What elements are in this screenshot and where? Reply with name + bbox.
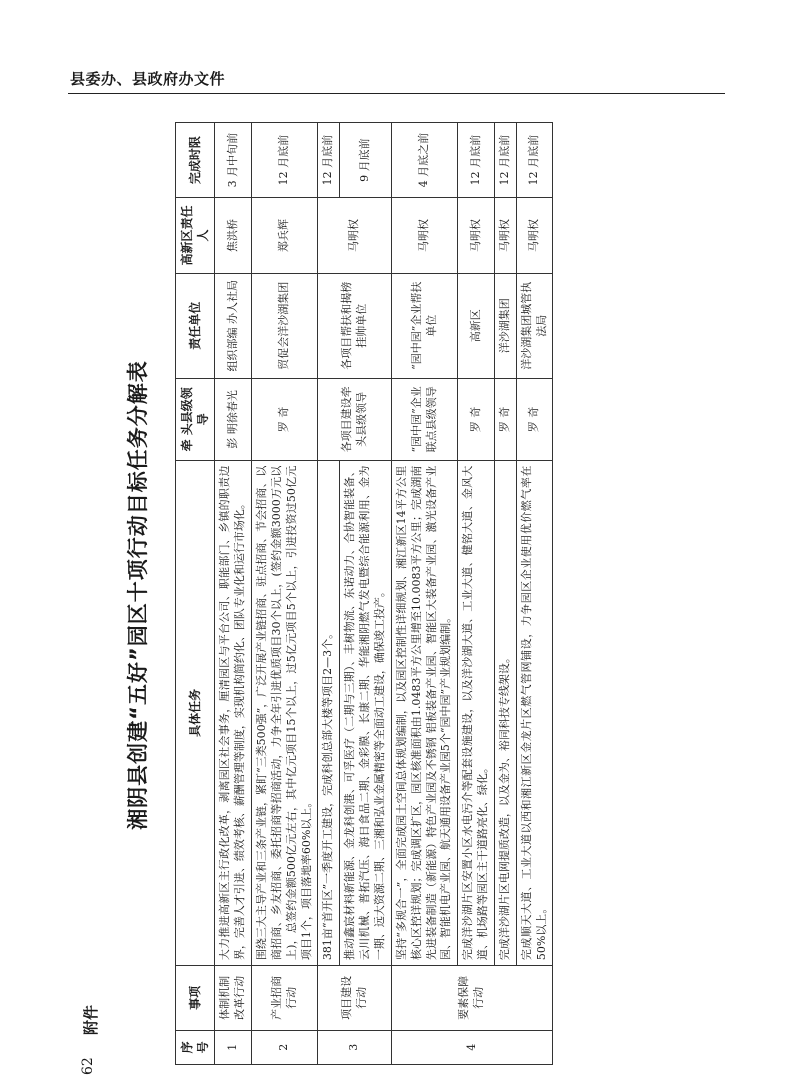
row-resp: 马明权 bbox=[458, 198, 495, 273]
row-unit: 洋沙湖集团城管执法局 bbox=[516, 273, 553, 378]
table-row bbox=[391, 123, 457, 1065]
header-title: 县委办、县政府办文件 bbox=[70, 70, 226, 88]
header-task: 具体任务 bbox=[176, 460, 215, 965]
document-title: 湘阴县创建“五好”园区十项行动目标任务分解表 bbox=[126, 360, 150, 830]
row-task: 381亩“首开区”一季度开工建设，完成科创总部大楼等项目2—3个。 bbox=[318, 460, 340, 965]
row-time: 9 月底前 bbox=[340, 123, 392, 198]
rotated-page bbox=[70, 115, 670, 1075]
row-lead: “园中园”企业联点县级领导 bbox=[391, 378, 457, 460]
table-row bbox=[516, 123, 553, 1065]
row-resp: 马明权 bbox=[391, 198, 457, 273]
table-row bbox=[318, 123, 340, 1065]
header-unit: 责任单位 bbox=[176, 273, 215, 378]
row-lead: 各项目建设牵头县级领导 bbox=[318, 378, 391, 460]
row-time: 12 月底前 bbox=[318, 123, 340, 198]
row-unit: 贸促会洋沙湖集团 bbox=[252, 273, 318, 378]
row-no: 2 bbox=[252, 1030, 318, 1064]
row-no: 1 bbox=[215, 1030, 252, 1064]
row-time: 12 月底前 bbox=[516, 123, 553, 198]
row-item: 产业招商行动 bbox=[252, 966, 318, 1031]
row-task: 推动鑫宸材料新能源、金龙科创港、可孚医疗（二期与三期）、丰树物流、东诺动力、合协智能装备、云川机械、普拓汽压、海日食品二期、金彩膜、长康二期、华能湘阴燃气发电暨综合能源利用、金为一期、远大资源二期、三湘和弘业金属精密等全面动工建设，确保竣工投产。 bbox=[340, 460, 392, 965]
row-unit: “园中园”企业帮扶单位 bbox=[391, 273, 457, 378]
row-task: 完成洋沙湖片区安置小区水电污介等配套设施建设，以及洋沙湖大道、工业大道、健铭大道、金风大道、机场路等园区主干道路亮化、绿化。 bbox=[458, 460, 495, 965]
row-resp: 马明权 bbox=[318, 198, 391, 273]
row-unit: 组织部编 办人社局 bbox=[215, 273, 252, 378]
row-lead: 罗 奇 bbox=[458, 378, 495, 460]
table-row bbox=[252, 123, 318, 1065]
table-header-row bbox=[176, 123, 215, 1065]
row-resp: 焦洪桥 bbox=[215, 198, 252, 273]
row-item: 体制机制改革行动 bbox=[215, 966, 252, 1031]
header-divider bbox=[68, 93, 725, 94]
table-row bbox=[458, 123, 495, 1065]
row-time: 12 月底前 bbox=[252, 123, 318, 198]
row-item: 项目建设行动 bbox=[318, 966, 391, 1031]
row-task: 大力推进高新区主行政化改革，剥离园区社会事务，厘清园区与平台公司、职能部门、乡镇的职责边界，完善人才引进、绩效考核、薪酬管理等制度，实现机构简约化、团队专业化和运行市场化。 bbox=[215, 460, 252, 965]
header-time: 完成时限 bbox=[176, 123, 215, 198]
row-lead: 罗 奇 bbox=[516, 378, 553, 460]
row-time: 12 月底前 bbox=[458, 123, 495, 198]
row-lead: 彭 明徐春光 bbox=[215, 378, 252, 460]
row-unit: 高新区 bbox=[458, 273, 495, 378]
row-time: 4 月底之前 bbox=[391, 123, 457, 198]
row-task: 完成洋沙湖片区电网提质改造，以及金为、裕同科技专线架设。 bbox=[494, 460, 516, 965]
row-time: 3 月中旬前 bbox=[215, 123, 252, 198]
row-lead: 罗 奇 bbox=[252, 378, 318, 460]
header-item: 事项 bbox=[176, 966, 215, 1031]
table-row bbox=[215, 123, 252, 1065]
row-resp: 郑兵辉 bbox=[252, 198, 318, 273]
row-lead: 罗 奇 bbox=[494, 378, 516, 460]
header-resp: 高新区责任人 bbox=[176, 198, 215, 273]
row-no: 3 bbox=[318, 1030, 391, 1064]
row-task: 坚持“多规合一”，全面完成园土空间总体规划编制，以及园区控制性详细规划、湘江新区14平方公里核心区控详规划；完成调区扩区，园区核准面积由1.0483平方公里增至10.0083平方公里；完成湖南先进装备制造（新能源）特色产业园及不锈钢 铝板装备产业园、智能区大装备产业园、激光设备产业园、智能机电产业园、航天通用设备产业园5个“园中园”产业规划编制。 bbox=[391, 460, 457, 965]
row-no: 4 bbox=[391, 1030, 553, 1064]
row-unit: 洋沙湖集团 bbox=[494, 273, 516, 378]
annex-label: 附件 bbox=[82, 1004, 100, 1035]
row-time: 12 月底前 bbox=[494, 123, 516, 198]
row-resp: 马明权 bbox=[516, 198, 553, 273]
row-unit: 各项目帮扶和揭榜挂帅单位 bbox=[318, 273, 391, 378]
header-lead: 牵 头县级领导 bbox=[176, 378, 215, 460]
page-number: 62 bbox=[80, 1057, 96, 1075]
row-task: 完成顺天大道、工业大道以西和湘江新区金龙片区燃气管网铺设，力争园区企业使用优价燃气率在50%以上。 bbox=[516, 460, 553, 965]
header-no: 序号 bbox=[176, 1030, 215, 1064]
row-resp: 马明权 bbox=[494, 198, 516, 273]
row-item: 要素保障行动 bbox=[391, 966, 553, 1031]
task-table bbox=[175, 122, 553, 1065]
row-task: 围绕三大主导产业和三条产业链，紧盯“三类500强”，广泛开展产业链招商、驻点招商、节会招商、以商招商、乡友招商、委托招商等招商活动，力争全年引进优质项目30个以上，(签约金额3000万元以上)，总签约金额500亿元左右，其中亿元项目15个以上，过5亿元项目5个以上，引进投资过50亿元项目1个，项目落地率60%以上。 bbox=[252, 460, 318, 965]
table-row bbox=[494, 123, 516, 1065]
